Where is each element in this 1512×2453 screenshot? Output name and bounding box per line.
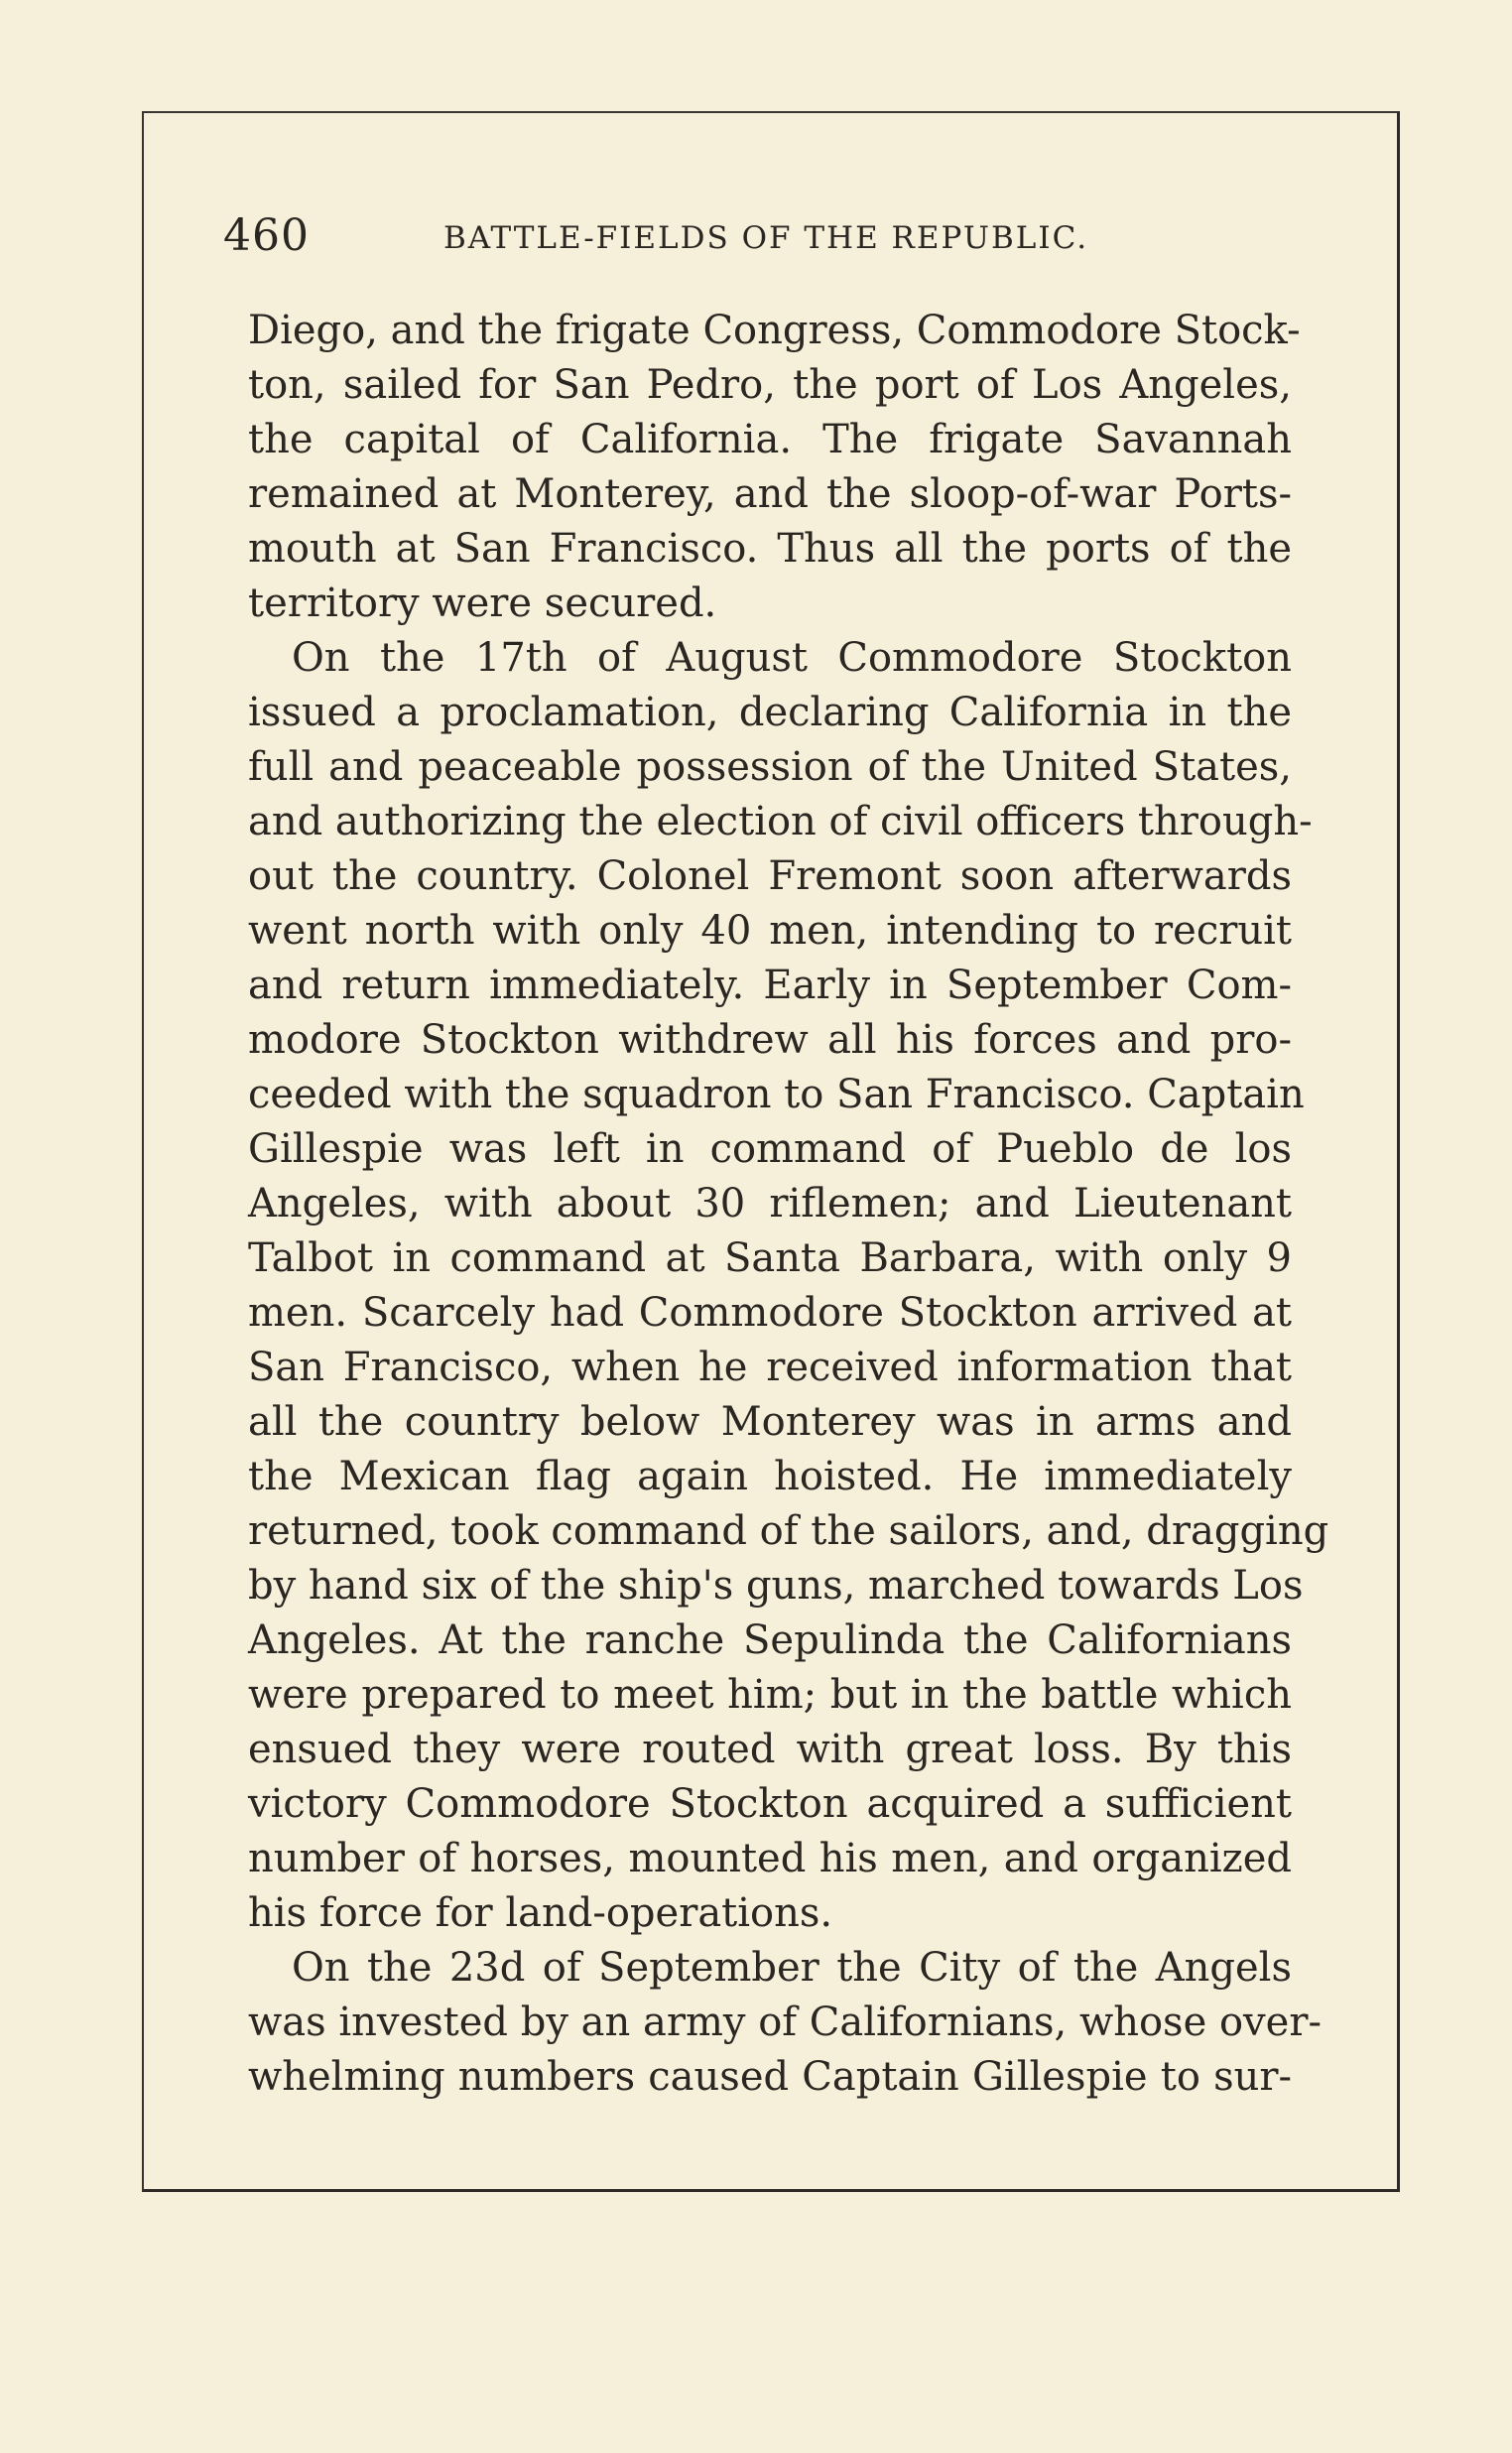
text-line: full and peaceable possession of the United States, [248,744,1292,790]
text-line: ton, sailed for San Pedro, the port of Los Angeles, [248,362,1292,408]
text-line: the Mexican flag again hoisted. He immediately [248,1454,1292,1499]
text-line: and return immediately. Early in September Com- [248,963,1292,1008]
text-line: were prepared to meet him; but in the battle which [248,1672,1292,1718]
text-line: was invested by an army of Californians, whose over- [248,2000,1322,2045]
text-line: Angeles. At the ranche Sepulinda the Californians [248,1617,1292,1663]
text-line: territory were secured. [248,581,717,626]
text-line: ceeded with the squadron to San Francisco. Captain [248,1072,1305,1117]
body-text [248,304,1329,2105]
text-line: victory Commodore Stockton acquired a sufficient [248,1781,1292,1827]
text-line: Angeles, with about 30 riflemen; and Lieutenant [248,1181,1292,1226]
text-line: remained at Monterey, and the sloop-of-war Ports- [248,471,1292,517]
text-line: Talbot in command at Santa Barbara, with only 9 [248,1235,1292,1281]
text-line: by hand six of the ship's guns, marched towards Los [248,1563,1304,1609]
text-line: and authorizing the election of civil officers through- [248,799,1313,844]
text-line: ensued they were routed with great loss. By this [248,1727,1292,1772]
page-number: 460 [223,210,310,261]
text-line: modore Stockton withdrew all his forces and pro- [248,1017,1292,1063]
running-head [223,206,1089,266]
paragraph-start-line: On the 17th of August Commodore Stockton [292,635,1292,681]
text-line: out the country. Colonel Fremont soon afterwards [248,853,1292,899]
running-title: BATTLE-FIELDS OF THE REPUBLIC. [443,220,1089,256]
text-line: men. Scarcely had Commodore Stockton arrived at [248,1290,1292,1336]
text-line: mouth at San Francisco. Thus all the ports of the [248,526,1292,572]
text-line: number of horses, mounted his men, and organized [248,1836,1292,1881]
text-line: went north with only 40 men, intending to recruit [248,908,1292,954]
text-line: the capital of California. The frigate Savannah [248,417,1292,462]
text-line: issued a proclamation, declaring California in the [248,690,1292,735]
text-line: all the country below Monterey was in arms and [248,1399,1292,1445]
paragraph-start-line: On the 23d of September the City of the Angels [292,1945,1292,1991]
text-line: San Francisco, when he received information that [248,1345,1292,1390]
text-line: returned, took command of the sailors, and, dragging [248,1508,1329,1554]
text-line: Diego, and the frigate Congress, Commodore Stock- [248,308,1301,353]
text-line: Gillespie was left in command of Pueblo de los [248,1126,1292,1172]
text-line: his force for land-operations. [248,1890,833,1936]
text-line: whelming numbers caused Captain Gillespie to sur- [248,2054,1292,2100]
